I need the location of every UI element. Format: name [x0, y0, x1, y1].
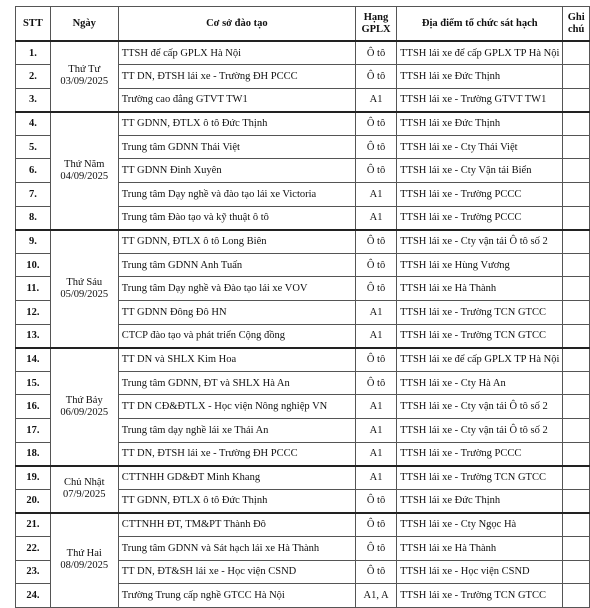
license-class-cell: Ô tô: [355, 230, 396, 254]
exam-location-cell: TTSH lái xe - Trường PCCC: [397, 442, 563, 466]
exam-location-cell: TTSH lái xe - Trường TCN GTCC: [397, 584, 563, 608]
training-center-cell: CTTNHH ĐT, TM&PT Thành Đô: [118, 513, 355, 537]
day-date: 08/09/2025: [60, 560, 109, 572]
day-date: 03/09/2025: [60, 76, 109, 88]
table-row: [16, 513, 590, 537]
license-class-cell: A1: [355, 466, 396, 490]
license-class-cell: Ô tô: [355, 489, 396, 513]
note-cell: [563, 489, 590, 513]
stt-cell: 19.: [16, 466, 51, 490]
training-center-cell: TT DN, ĐTSH lái xe - Trường ĐH PCCC: [118, 65, 355, 89]
day-cell: [50, 466, 118, 513]
exam-location-cell: TTSH lái xe - Trường PCCC: [397, 183, 563, 207]
note-cell: [563, 88, 590, 112]
note-cell: [563, 560, 590, 584]
day-name: Thứ Sáu: [66, 276, 103, 288]
header-diadiem: Địa điểm tổ chức sát hạch: [397, 7, 563, 42]
training-center-cell: TTSH để cấp GPLX Hà Nội: [118, 41, 355, 65]
note-cell: [563, 206, 590, 230]
stt-cell: 7.: [16, 183, 51, 207]
training-center-cell: Trung tâm Đào tạo và kỹ thuật ô tô: [118, 206, 355, 230]
training-center-cell: Trung tâm Dạy nghề và đào tạo lái xe Victoria: [118, 183, 355, 207]
license-class-cell: A1: [355, 442, 396, 466]
table-row: [16, 348, 590, 372]
day-date: 04/09/2025: [60, 170, 109, 182]
stt-cell: 17.: [16, 419, 51, 443]
training-center-cell: TT DN và SHLX Kim Hoa: [118, 348, 355, 372]
license-class-cell: Ô tô: [355, 513, 396, 537]
license-class-cell: Ô tô: [355, 253, 396, 277]
training-center-cell: Trung tâm dạy nghề lái xe Thái An: [118, 419, 355, 443]
license-class-cell: Ô tô: [355, 560, 396, 584]
note-cell: [563, 513, 590, 537]
note-cell: [563, 159, 590, 183]
training-center-cell: Trường Trung cấp nghề GTCC Hà Nội: [118, 584, 355, 608]
training-center-cell: CTTNHH GD&ĐT Minh Khang: [118, 466, 355, 490]
stt-cell: 8.: [16, 206, 51, 230]
exam-location-cell: TTSH lái xe - Cty Vận tải Biển: [397, 159, 563, 183]
exam-location-cell: TTSH lái xe - Cty vận tải Ô tô số 2: [397, 230, 563, 254]
stt-cell: 2.: [16, 65, 51, 89]
note-cell: [563, 112, 590, 136]
exam-location-cell: TTSH lái xe - Cty vận tải Ô tô số 2: [397, 395, 563, 419]
day-name: Thứ Hai: [66, 548, 102, 560]
exam-location-cell: TTSH lái xe để cấp GPLX TP Hà Nội: [397, 348, 563, 372]
exam-schedule-table: [15, 6, 590, 608]
header-ghichu-line2: chú: [568, 23, 585, 35]
stt-cell: 12.: [16, 301, 51, 325]
stt-cell: 3.: [16, 88, 51, 112]
license-class-cell: A1: [355, 301, 396, 325]
training-center-cell: TT DN CĐ&ĐTLX - Học viện Nông nghiệp VN: [118, 395, 355, 419]
stt-cell: 18.: [16, 442, 51, 466]
training-center-cell: TT GDNN, ĐTLX ô tô Long Biên: [118, 230, 355, 254]
stt-cell: 11.: [16, 277, 51, 301]
stt-cell: 15.: [16, 371, 51, 395]
training-center-cell: TT GDNN, ĐTLX ô tô Đức Thịnh: [118, 489, 355, 513]
exam-location-cell: TTSH lái xe Hà Thành: [397, 277, 563, 301]
note-cell: [563, 348, 590, 372]
license-class-cell: A1, A: [355, 584, 396, 608]
exam-location-cell: TTSH lái xe - Trường TCN GTCC: [397, 301, 563, 325]
exam-location-cell: TTSH lái xe - Học viện CSND: [397, 560, 563, 584]
header-ghichu-line1: Ghi: [567, 11, 585, 23]
exam-location-cell: TTSH lái xe - Cty Ngọc Hà: [397, 513, 563, 537]
day-cell: [50, 112, 118, 230]
day-name: Thứ Tư: [68, 64, 101, 76]
header-ghichu: [563, 7, 590, 42]
exam-location-cell: TTSH lái xe Đức Thịnh: [397, 489, 563, 513]
note-cell: [563, 135, 590, 159]
header-hang: [355, 7, 396, 42]
license-class-cell: Ô tô: [355, 112, 396, 136]
stt-cell: 6.: [16, 159, 51, 183]
training-center-cell: Trung tâm GDNN, ĐT và SHLX Hà An: [118, 371, 355, 395]
license-class-cell: Ô tô: [355, 277, 396, 301]
training-center-cell: Trường cao đẳng GTVT TW1: [118, 88, 355, 112]
note-cell: [563, 65, 590, 89]
note-cell: [563, 584, 590, 608]
day-cell: [50, 348, 118, 466]
note-cell: [563, 277, 590, 301]
license-class-cell: A1: [355, 183, 396, 207]
stt-cell: 16.: [16, 395, 51, 419]
license-class-cell: Ô tô: [355, 536, 396, 560]
stt-cell: 10.: [16, 253, 51, 277]
license-class-cell: Ô tô: [355, 159, 396, 183]
day-date: 06/09/2025: [60, 406, 109, 418]
table-row: [16, 112, 590, 136]
header-stt: STT: [16, 7, 51, 42]
day-name: Thứ Năm: [64, 158, 105, 170]
exam-location-cell: TTSH lái xe Hùng Vương: [397, 253, 563, 277]
license-class-cell: A1: [355, 324, 396, 348]
exam-location-cell: TTSH lái xe - Cty Thái Việt: [397, 135, 563, 159]
stt-cell: 4.: [16, 112, 51, 136]
license-class-cell: A1: [355, 419, 396, 443]
header-hang-line2: GPLX: [361, 23, 391, 35]
stt-cell: 21.: [16, 513, 51, 537]
license-class-cell: A1: [355, 206, 396, 230]
license-class-cell: Ô tô: [355, 371, 396, 395]
license-class-cell: Ô tô: [355, 348, 396, 372]
table-row: [16, 466, 590, 490]
stt-cell: 5.: [16, 135, 51, 159]
note-cell: [563, 466, 590, 490]
license-class-cell: Ô tô: [355, 65, 396, 89]
training-center-cell: TT GDNN Đông Đô HN: [118, 301, 355, 325]
stt-cell: 13.: [16, 324, 51, 348]
table-row: [16, 230, 590, 254]
stt-cell: 20.: [16, 489, 51, 513]
exam-location-cell: TTSH lái xe Hà Thành: [397, 536, 563, 560]
note-cell: [563, 253, 590, 277]
day-cell: [50, 513, 118, 607]
training-center-cell: Trung tâm GDNN Thái Việt: [118, 135, 355, 159]
training-center-cell: Trung tâm GDNN và Sát hạch lái xe Hà Thành: [118, 536, 355, 560]
exam-location-cell: TTSH lái xe - Trường PCCC: [397, 206, 563, 230]
stt-cell: 1.: [16, 41, 51, 65]
training-center-cell: Trung tâm GDNN Anh Tuấn: [118, 253, 355, 277]
training-center-cell: TT DN, ĐT&SH lái xe - Học viện CSND: [118, 560, 355, 584]
exam-location-cell: TTSH lái xe - Trường TCN GTCC: [397, 324, 563, 348]
exam-location-cell: TTSH lái xe - Cty Hà An: [397, 371, 563, 395]
training-center-cell: Trung tâm Dạy nghề và Đào tạo lái xe VOV: [118, 277, 355, 301]
schedule-body: [16, 41, 590, 607]
header-ngay: Ngày: [50, 7, 118, 42]
day-cell: [50, 41, 118, 112]
stt-cell: 22.: [16, 536, 51, 560]
stt-cell: 14.: [16, 348, 51, 372]
note-cell: [563, 41, 590, 65]
header-coso: Cơ sở đào tạo: [118, 7, 355, 42]
license-class-cell: Ô tô: [355, 41, 396, 65]
note-cell: [563, 183, 590, 207]
exam-location-cell: TTSH lái xe để cấp GPLX TP Hà Nội: [397, 41, 563, 65]
day-name: Chủ Nhật: [63, 477, 105, 489]
exam-location-cell: TTSH lái xe Đức Thịnh: [397, 65, 563, 89]
note-cell: [563, 442, 590, 466]
license-class-cell: A1: [355, 395, 396, 419]
table-row: [16, 41, 590, 65]
header-row: [16, 7, 590, 42]
training-center-cell: CTCP đào tạo và phát triển Cộng đồng: [118, 324, 355, 348]
license-class-cell: A1: [355, 88, 396, 112]
exam-location-cell: TTSH lái xe - Cty vận tải Ô tô số 2: [397, 419, 563, 443]
note-cell: [563, 536, 590, 560]
note-cell: [563, 395, 590, 419]
training-center-cell: TT GDNN Đinh Xuyên: [118, 159, 355, 183]
day-cell: [50, 230, 118, 348]
training-center-cell: TT GDNN, ĐTLX ô tô Đức Thịnh: [118, 112, 355, 136]
note-cell: [563, 371, 590, 395]
stt-cell: 24.: [16, 584, 51, 608]
header-hang-line1: Hạng: [363, 11, 389, 23]
note-cell: [563, 419, 590, 443]
stt-cell: 23.: [16, 560, 51, 584]
exam-location-cell: TTSH lái xe - Trường TCN GTCC: [397, 466, 563, 490]
exam-location-cell: TTSH lái xe Đức Thịnh: [397, 112, 563, 136]
license-class-cell: Ô tô: [355, 135, 396, 159]
day-name: Thứ Bảy: [65, 394, 103, 406]
training-center-cell: TT DN, ĐTSH lái xe - Trường ĐH PCCC: [118, 442, 355, 466]
exam-location-cell: TTSH lái xe - Trường GTVT TW1: [397, 88, 563, 112]
note-cell: [563, 301, 590, 325]
day-date: 07/9/2025: [62, 489, 106, 501]
stt-cell: 9.: [16, 230, 51, 254]
note-cell: [563, 230, 590, 254]
note-cell: [563, 324, 590, 348]
day-date: 05/09/2025: [60, 288, 109, 300]
